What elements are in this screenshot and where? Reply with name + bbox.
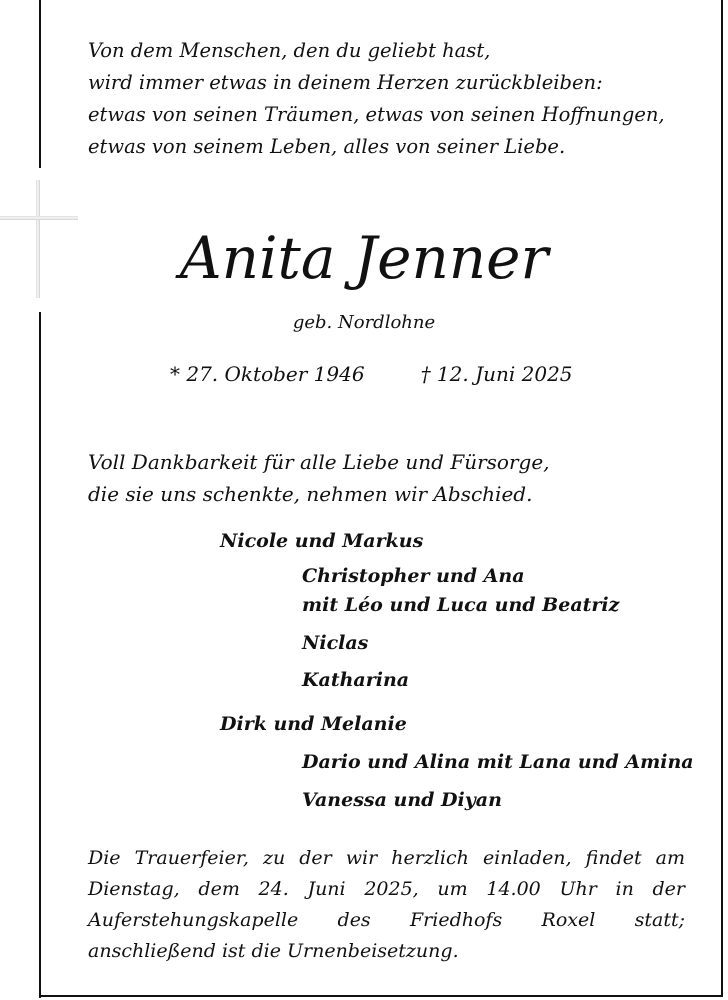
family-member: Niclas [302,632,369,654]
family-member: Dario und Alina mit Lana und Amina [302,751,694,773]
funeral-info [88,843,685,967]
life-dates [170,362,573,386]
family-member: Christopher und Ana [302,565,525,587]
deceased-name: Anita Jenner [179,224,549,292]
death-date: † 12. Juni 2025 [420,362,573,386]
birth-date: * 27. Oktober 1946 [170,362,365,386]
family-member: mit Léo und Luca und Beatriz [302,594,620,616]
frame-left-border-bottom [39,312,41,998]
thanks-line: die sie uns schenkte, nehmen wir Abschied. [88,482,533,506]
thanks-text [88,446,550,510]
family-member: Dirk und Melanie [220,713,407,735]
family-member: Vanessa und Diyan [302,789,502,811]
thanks-line: Voll Dankbarkeit für alle Liebe und Fürsorge, [88,450,550,474]
verse-line: wird immer etwas in deinem Herzen zurückbleiben: [88,71,603,94]
funeral-info-line: anschließend ist die Urnenbeisetzung. [88,940,459,962]
funeral-info-line: Die Trauerfeier, zu der wir herzlich einladen, findet am [88,847,685,869]
family-member: Katharina [302,669,410,691]
verse-line: etwas von seinem Leben, alles von seiner Liebe. [88,135,566,158]
funeral-info-line: Auferstehungskapelle des Friedhofs Roxel statt; [88,909,685,931]
verse [88,35,665,163]
family-member: Nicole und Markus [220,530,424,552]
verse-line: Von dem Menschen, den du geliebt hast, [88,39,491,62]
frame-left-border-top [39,0,41,168]
funeral-info-line: Dienstag, dem 24. Juni 2025, um 14.00 Uhr in der [88,878,685,900]
birth-name: geb. Nordlohne [292,312,436,333]
verse-line: etwas von seinen Träumen, etwas von seinen Hoffnungen, [88,103,665,126]
